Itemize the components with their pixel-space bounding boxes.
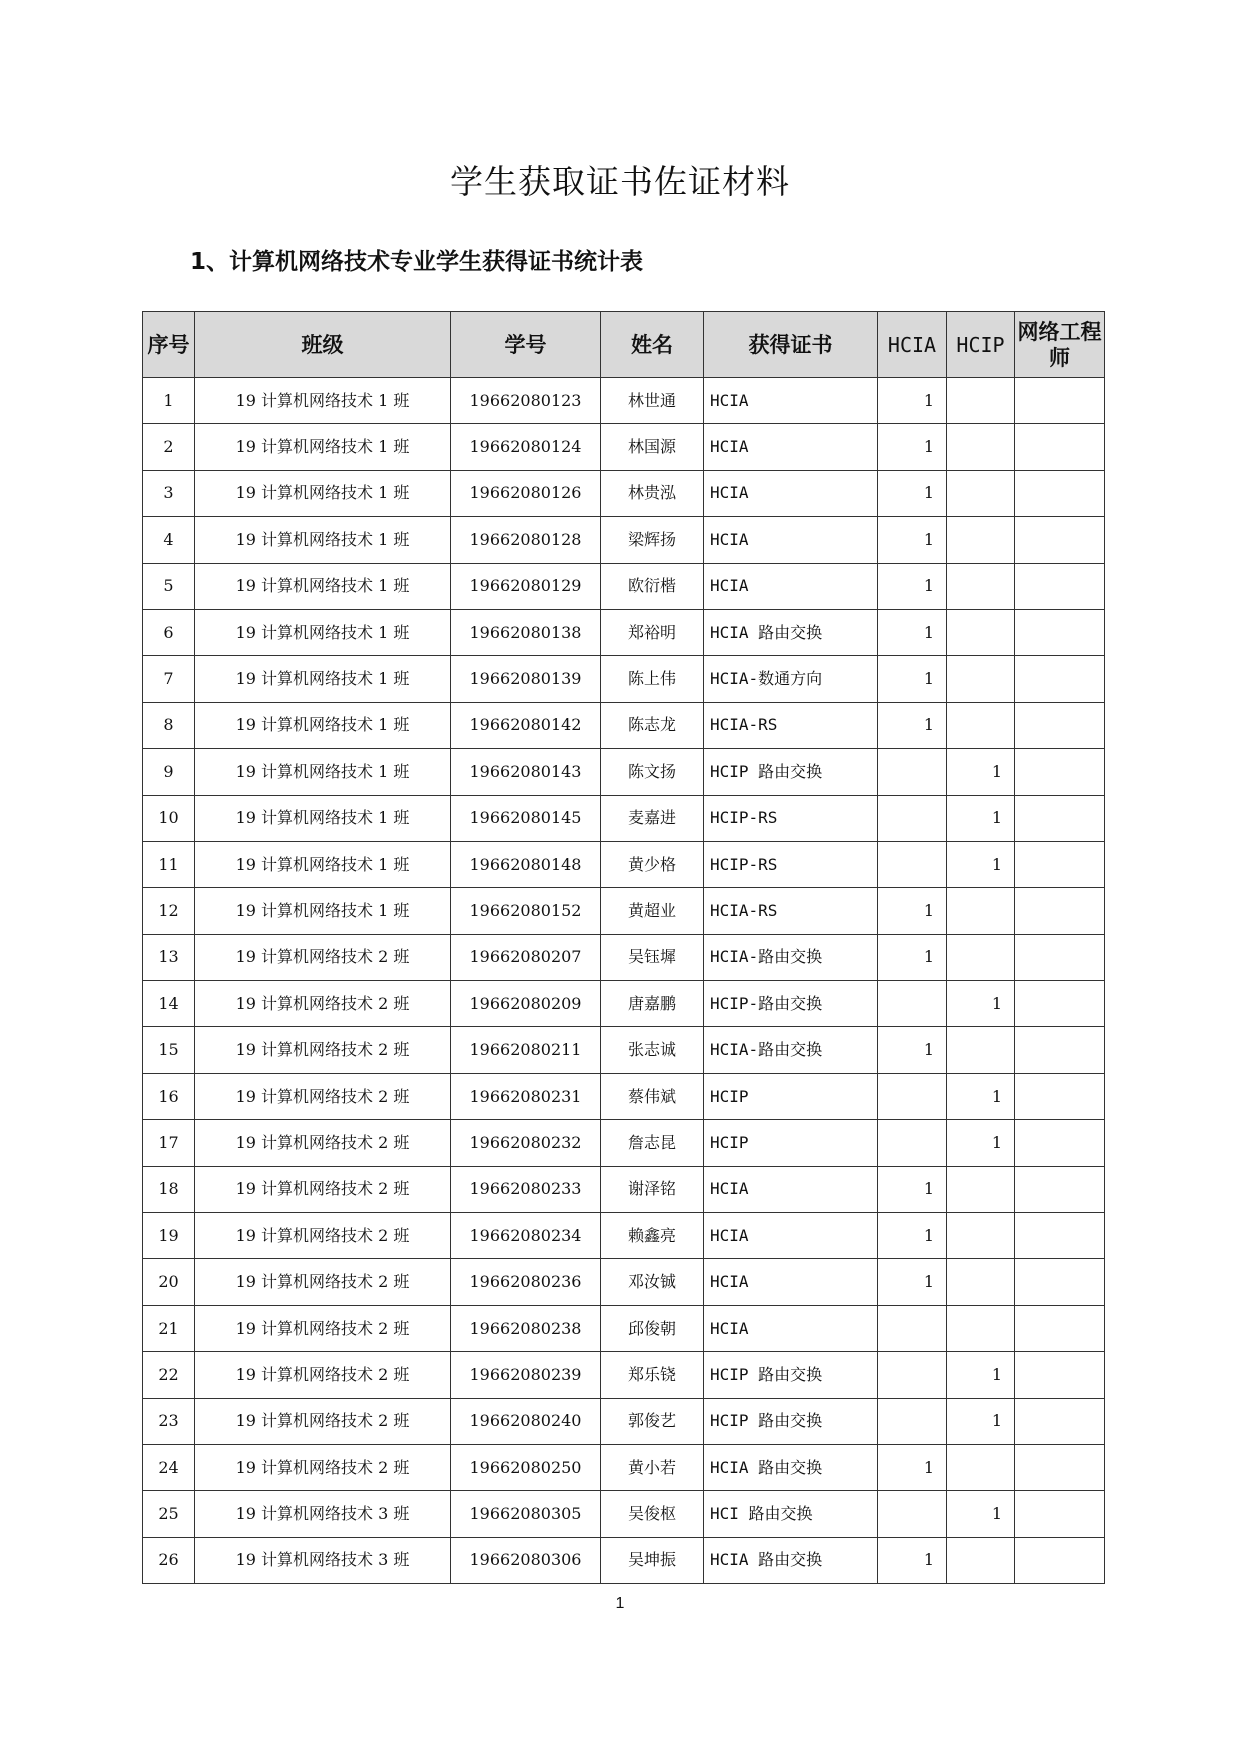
cell-hcia: 1 bbox=[878, 1444, 947, 1490]
cell-network-engineer bbox=[1015, 656, 1105, 702]
table-body bbox=[143, 378, 1105, 1584]
cell-hcip bbox=[947, 934, 1015, 980]
table-row bbox=[143, 702, 1105, 748]
cell-certificate: HCIP 路由交换 bbox=[704, 1398, 878, 1444]
cell-class: 19 计算机网络技术 1 班 bbox=[195, 517, 451, 563]
cell-student-id: 19662080232 bbox=[451, 1120, 601, 1166]
cell-network-engineer bbox=[1015, 1213, 1105, 1259]
cell-class: 19 计算机网络技术 1 班 bbox=[195, 378, 451, 424]
cell-class: 19 计算机网络技术 2 班 bbox=[195, 1444, 451, 1490]
header-class: 班级 bbox=[195, 312, 451, 378]
cell-name: 陈上伟 bbox=[601, 656, 704, 702]
cell-student-id: 19662080250 bbox=[451, 1444, 601, 1490]
cell-network-engineer bbox=[1015, 841, 1105, 887]
cell-hcip: 1 bbox=[947, 1352, 1015, 1398]
cell-student-id: 19662080145 bbox=[451, 795, 601, 841]
cell-name: 吴钰墀 bbox=[601, 934, 704, 980]
cell-certificate: HCIA 路由交换 bbox=[704, 1537, 878, 1583]
cell-index: 3 bbox=[143, 470, 195, 516]
cell-network-engineer bbox=[1015, 1491, 1105, 1537]
cell-class: 19 计算机网络技术 1 班 bbox=[195, 702, 451, 748]
cell-name: 欧衍楷 bbox=[601, 563, 704, 609]
cell-class: 19 计算机网络技术 1 班 bbox=[195, 424, 451, 470]
table-row bbox=[143, 1537, 1105, 1583]
cell-hcip bbox=[947, 563, 1015, 609]
cell-hcia bbox=[878, 841, 947, 887]
cell-class: 19 计算机网络技术 2 班 bbox=[195, 1120, 451, 1166]
cell-class: 19 计算机网络技术 3 班 bbox=[195, 1537, 451, 1583]
cell-certificate: HCIA bbox=[704, 378, 878, 424]
table-row bbox=[143, 1120, 1105, 1166]
cell-network-engineer bbox=[1015, 1305, 1105, 1351]
cell-hcia: 1 bbox=[878, 1213, 947, 1259]
cell-network-engineer bbox=[1015, 1352, 1105, 1398]
cell-student-id: 19662080305 bbox=[451, 1491, 601, 1537]
cell-hcip bbox=[947, 1259, 1015, 1305]
cell-certificate: HCIP-RS bbox=[704, 841, 878, 887]
cell-student-id: 19662080138 bbox=[451, 609, 601, 655]
cell-class: 19 计算机网络技术 1 班 bbox=[195, 888, 451, 934]
page-title: 学生获取证书佐证材料 bbox=[450, 162, 790, 201]
cell-name: 黄超业 bbox=[601, 888, 704, 934]
cell-hcia: 1 bbox=[878, 1166, 947, 1212]
cell-hcia: 1 bbox=[878, 888, 947, 934]
cell-class: 19 计算机网络技术 2 班 bbox=[195, 1213, 451, 1259]
cell-name: 吴坤振 bbox=[601, 1537, 704, 1583]
cell-network-engineer bbox=[1015, 563, 1105, 609]
cell-index: 7 bbox=[143, 656, 195, 702]
cell-name: 赖鑫亮 bbox=[601, 1213, 704, 1259]
cell-student-id: 19662080128 bbox=[451, 517, 601, 563]
header-network-engineer: 网络工程师 bbox=[1015, 312, 1105, 378]
cell-class: 19 计算机网络技术 1 班 bbox=[195, 470, 451, 516]
header-index: 序号 bbox=[143, 312, 195, 378]
cell-hcia: 1 bbox=[878, 563, 947, 609]
cell-index: 24 bbox=[143, 1444, 195, 1490]
cell-class: 19 计算机网络技术 1 班 bbox=[195, 563, 451, 609]
cell-certificate: HCIP-路由交换 bbox=[704, 981, 878, 1027]
cell-name: 林国源 bbox=[601, 424, 704, 470]
cell-index: 23 bbox=[143, 1398, 195, 1444]
cell-class: 19 计算机网络技术 2 班 bbox=[195, 1352, 451, 1398]
cell-hcip bbox=[947, 378, 1015, 424]
cell-hcip: 1 bbox=[947, 795, 1015, 841]
cell-certificate: HCIA bbox=[704, 1305, 878, 1351]
header-hcip: HCIP bbox=[947, 312, 1015, 378]
cell-name: 邓汝铖 bbox=[601, 1259, 704, 1305]
cell-hcia: 1 bbox=[878, 1537, 947, 1583]
cell-student-id: 19662080126 bbox=[451, 470, 601, 516]
cell-network-engineer bbox=[1015, 749, 1105, 795]
table-row bbox=[143, 934, 1105, 980]
cell-index: 14 bbox=[143, 981, 195, 1027]
cell-index: 8 bbox=[143, 702, 195, 748]
cell-certificate: HCIP 路由交换 bbox=[704, 1352, 878, 1398]
cell-hcia bbox=[878, 749, 947, 795]
cell-certificate: HCI 路由交换 bbox=[704, 1491, 878, 1537]
cell-certificate: HCIA bbox=[704, 563, 878, 609]
cell-certificate: HCIA bbox=[704, 1166, 878, 1212]
table-header bbox=[143, 312, 1105, 378]
table-row bbox=[143, 1259, 1105, 1305]
cell-hcip: 1 bbox=[947, 1398, 1015, 1444]
cell-hcip: 1 bbox=[947, 981, 1015, 1027]
cell-student-id: 19662080306 bbox=[451, 1537, 601, 1583]
cell-student-id: 19662080129 bbox=[451, 563, 601, 609]
cell-hcia: 1 bbox=[878, 378, 947, 424]
cell-index: 20 bbox=[143, 1259, 195, 1305]
cell-index: 10 bbox=[143, 795, 195, 841]
cell-name: 郭俊艺 bbox=[601, 1398, 704, 1444]
cell-hcip bbox=[947, 1027, 1015, 1073]
cell-certificate: HCIA-RS bbox=[704, 888, 878, 934]
cell-name: 张志诚 bbox=[601, 1027, 704, 1073]
cell-index: 2 bbox=[143, 424, 195, 470]
cell-hcia bbox=[878, 1352, 947, 1398]
cell-index: 1 bbox=[143, 378, 195, 424]
cell-student-id: 19662080148 bbox=[451, 841, 601, 887]
table-row bbox=[143, 1073, 1105, 1119]
cell-network-engineer bbox=[1015, 1444, 1105, 1490]
table-row bbox=[143, 1213, 1105, 1259]
table-row bbox=[143, 1398, 1105, 1444]
cell-network-engineer bbox=[1015, 1120, 1105, 1166]
cell-network-engineer bbox=[1015, 470, 1105, 516]
cell-hcia bbox=[878, 1073, 947, 1119]
cell-certificate: HCIA-路由交换 bbox=[704, 934, 878, 980]
table-row bbox=[143, 517, 1105, 563]
cell-certificate: HCIP bbox=[704, 1120, 878, 1166]
cell-index: 17 bbox=[143, 1120, 195, 1166]
cell-hcip bbox=[947, 1444, 1015, 1490]
cell-student-id: 19662080142 bbox=[451, 702, 601, 748]
cell-network-engineer bbox=[1015, 888, 1105, 934]
cell-class: 19 计算机网络技术 2 班 bbox=[195, 1027, 451, 1073]
header-name: 姓名 bbox=[601, 312, 704, 378]
cell-student-id: 19662080240 bbox=[451, 1398, 601, 1444]
cell-certificate: HCIA 路由交换 bbox=[704, 609, 878, 655]
cell-hcip bbox=[947, 888, 1015, 934]
cell-hcip: 1 bbox=[947, 749, 1015, 795]
cell-student-id: 19662080238 bbox=[451, 1305, 601, 1351]
cell-student-id: 19662080209 bbox=[451, 981, 601, 1027]
cell-hcia: 1 bbox=[878, 656, 947, 702]
cell-network-engineer bbox=[1015, 517, 1105, 563]
cell-class: 19 计算机网络技术 1 班 bbox=[195, 841, 451, 887]
cell-hcip bbox=[947, 517, 1015, 563]
cell-name: 郑乐铙 bbox=[601, 1352, 704, 1398]
cell-student-id: 19662080239 bbox=[451, 1352, 601, 1398]
cell-index: 19 bbox=[143, 1213, 195, 1259]
cell-name: 谢泽铭 bbox=[601, 1166, 704, 1212]
cell-hcip: 1 bbox=[947, 841, 1015, 887]
cell-hcip bbox=[947, 1305, 1015, 1351]
table-row bbox=[143, 1352, 1105, 1398]
cell-name: 梁辉扬 bbox=[601, 517, 704, 563]
page-number: 1 bbox=[615, 1595, 625, 1612]
cell-certificate: HCIA bbox=[704, 470, 878, 516]
cell-class: 19 计算机网络技术 1 班 bbox=[195, 795, 451, 841]
cell-network-engineer bbox=[1015, 1073, 1105, 1119]
cell-name: 詹志昆 bbox=[601, 1120, 704, 1166]
cell-hcia bbox=[878, 1398, 947, 1444]
cell-index: 22 bbox=[143, 1352, 195, 1398]
cell-student-id: 19662080152 bbox=[451, 888, 601, 934]
cell-student-id: 19662080231 bbox=[451, 1073, 601, 1119]
cell-index: 6 bbox=[143, 609, 195, 655]
cell-certificate: HCIP-RS bbox=[704, 795, 878, 841]
cell-index: 9 bbox=[143, 749, 195, 795]
cell-class: 19 计算机网络技术 2 班 bbox=[195, 1259, 451, 1305]
table-row bbox=[143, 563, 1105, 609]
cell-network-engineer bbox=[1015, 934, 1105, 980]
cell-index: 26 bbox=[143, 1537, 195, 1583]
cell-class: 19 计算机网络技术 2 班 bbox=[195, 1398, 451, 1444]
cell-certificate: HCIA-数通方向 bbox=[704, 656, 878, 702]
cell-class: 19 计算机网络技术 1 班 bbox=[195, 749, 451, 795]
cell-certificate: HCIA bbox=[704, 424, 878, 470]
cell-name: 陈志龙 bbox=[601, 702, 704, 748]
cell-hcip: 1 bbox=[947, 1120, 1015, 1166]
cell-student-id: 19662080211 bbox=[451, 1027, 601, 1073]
cell-name: 林世通 bbox=[601, 378, 704, 424]
cell-network-engineer bbox=[1015, 424, 1105, 470]
cell-certificate: HCIA 路由交换 bbox=[704, 1444, 878, 1490]
table-row bbox=[143, 841, 1105, 887]
cell-network-engineer bbox=[1015, 702, 1105, 748]
cell-network-engineer bbox=[1015, 1259, 1105, 1305]
cell-hcia bbox=[878, 1120, 947, 1166]
cell-class: 19 计算机网络技术 2 班 bbox=[195, 934, 451, 980]
cell-index: 21 bbox=[143, 1305, 195, 1351]
table-row bbox=[143, 1027, 1105, 1073]
cell-name: 麦嘉进 bbox=[601, 795, 704, 841]
cell-index: 4 bbox=[143, 517, 195, 563]
cell-hcia bbox=[878, 1491, 947, 1537]
cell-index: 16 bbox=[143, 1073, 195, 1119]
cell-hcia bbox=[878, 981, 947, 1027]
cell-index: 5 bbox=[143, 563, 195, 609]
cell-hcip bbox=[947, 1166, 1015, 1212]
cell-hcip bbox=[947, 609, 1015, 655]
cell-hcip: 1 bbox=[947, 1073, 1015, 1119]
header-certificate: 获得证书 bbox=[704, 312, 878, 378]
cell-name: 唐嘉鹏 bbox=[601, 981, 704, 1027]
cell-hcip: 1 bbox=[947, 1491, 1015, 1537]
cell-certificate: HCIA-RS bbox=[704, 702, 878, 748]
cell-hcia: 1 bbox=[878, 609, 947, 655]
cell-index: 25 bbox=[143, 1491, 195, 1537]
cell-class: 19 计算机网络技术 2 班 bbox=[195, 981, 451, 1027]
cell-hcia: 1 bbox=[878, 1027, 947, 1073]
table-row bbox=[143, 656, 1105, 702]
cell-class: 19 计算机网络技术 2 班 bbox=[195, 1305, 451, 1351]
cell-hcia bbox=[878, 1305, 947, 1351]
cell-index: 12 bbox=[143, 888, 195, 934]
cell-certificate: HCIP 路由交换 bbox=[704, 749, 878, 795]
cell-hcia: 1 bbox=[878, 424, 947, 470]
cell-network-engineer bbox=[1015, 609, 1105, 655]
cell-network-engineer bbox=[1015, 1398, 1105, 1444]
cell-student-id: 19662080123 bbox=[451, 378, 601, 424]
cell-network-engineer bbox=[1015, 981, 1105, 1027]
cell-hcip bbox=[947, 1537, 1015, 1583]
cell-network-engineer bbox=[1015, 1166, 1105, 1212]
cell-student-id: 19662080234 bbox=[451, 1213, 601, 1259]
cell-hcip bbox=[947, 656, 1015, 702]
cell-hcia: 1 bbox=[878, 517, 947, 563]
cell-hcip bbox=[947, 470, 1015, 516]
cell-certificate: HCIA-路由交换 bbox=[704, 1027, 878, 1073]
table-row bbox=[143, 749, 1105, 795]
cell-class: 19 计算机网络技术 1 班 bbox=[195, 656, 451, 702]
table-row bbox=[143, 609, 1105, 655]
section-heading: 1、计算机网络技术专业学生获得证书统计表 bbox=[190, 249, 644, 275]
cell-student-id: 19662080233 bbox=[451, 1166, 601, 1212]
cell-hcia bbox=[878, 795, 947, 841]
table-row bbox=[143, 1491, 1105, 1537]
cell-hcia: 1 bbox=[878, 934, 947, 980]
table-row bbox=[143, 795, 1105, 841]
table-row bbox=[143, 981, 1105, 1027]
cell-hcia: 1 bbox=[878, 702, 947, 748]
cell-network-engineer bbox=[1015, 378, 1105, 424]
cell-certificate: HCIP bbox=[704, 1073, 878, 1119]
certificate-statistics-table bbox=[142, 311, 1105, 1584]
cell-class: 19 计算机网络技术 1 班 bbox=[195, 609, 451, 655]
cell-class: 19 计算机网络技术 2 班 bbox=[195, 1073, 451, 1119]
cell-certificate: HCIA bbox=[704, 1259, 878, 1305]
cell-certificate: HCIA bbox=[704, 517, 878, 563]
table-row bbox=[143, 378, 1105, 424]
cell-hcia: 1 bbox=[878, 470, 947, 516]
cell-student-id: 19662080139 bbox=[451, 656, 601, 702]
table-row bbox=[143, 1166, 1105, 1212]
cell-index: 18 bbox=[143, 1166, 195, 1212]
table-row bbox=[143, 888, 1105, 934]
cell-network-engineer bbox=[1015, 1027, 1105, 1073]
cell-student-id: 19662080236 bbox=[451, 1259, 601, 1305]
cell-name: 邱俊朝 bbox=[601, 1305, 704, 1351]
cell-certificate: HCIA bbox=[704, 1213, 878, 1259]
cell-network-engineer bbox=[1015, 1537, 1105, 1583]
cell-index: 13 bbox=[143, 934, 195, 980]
cell-name: 陈文扬 bbox=[601, 749, 704, 795]
cell-student-id: 19662080124 bbox=[451, 424, 601, 470]
cell-student-id: 19662080207 bbox=[451, 934, 601, 980]
cell-index: 15 bbox=[143, 1027, 195, 1073]
cell-name: 黄小若 bbox=[601, 1444, 704, 1490]
cell-name: 郑裕明 bbox=[601, 609, 704, 655]
cell-network-engineer bbox=[1015, 795, 1105, 841]
table-row bbox=[143, 1444, 1105, 1490]
cell-hcip bbox=[947, 1213, 1015, 1259]
header-hcia: HCIA bbox=[878, 312, 947, 378]
cell-hcip bbox=[947, 424, 1015, 470]
cell-name: 吴俊枢 bbox=[601, 1491, 704, 1537]
cell-hcia: 1 bbox=[878, 1259, 947, 1305]
cell-class: 19 计算机网络技术 2 班 bbox=[195, 1166, 451, 1212]
cell-student-id: 19662080143 bbox=[451, 749, 601, 795]
header-row bbox=[143, 312, 1105, 378]
table-row bbox=[143, 470, 1105, 516]
header-student-id: 学号 bbox=[451, 312, 601, 378]
cell-name: 蔡伟斌 bbox=[601, 1073, 704, 1119]
cell-class: 19 计算机网络技术 3 班 bbox=[195, 1491, 451, 1537]
table-row bbox=[143, 424, 1105, 470]
cell-name: 黄少格 bbox=[601, 841, 704, 887]
cell-index: 11 bbox=[143, 841, 195, 887]
cell-name: 林贵泓 bbox=[601, 470, 704, 516]
cell-hcip bbox=[947, 702, 1015, 748]
table-row bbox=[143, 1305, 1105, 1351]
